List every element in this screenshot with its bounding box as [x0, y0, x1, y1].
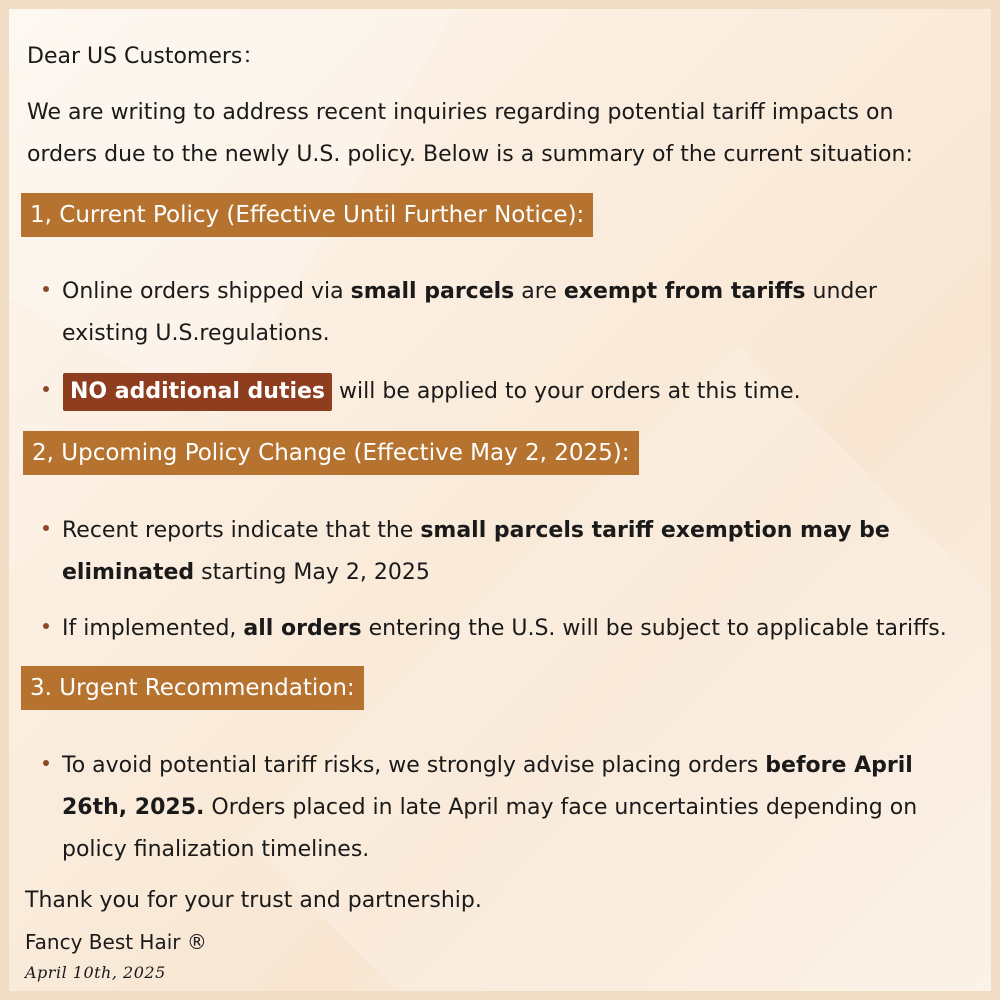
no-duties-highlight: NO additional duties [63, 373, 332, 411]
closing-line: Thank you for your trust and partnership. [25, 888, 482, 913]
bullet-dot [43, 623, 49, 629]
bullet-dot [43, 760, 49, 766]
section-1-bullet-1-line-2: existing U.S.regulations. [62, 321, 330, 346]
bullet-dot [43, 286, 49, 292]
signature: Fancy Best Hair ® [25, 930, 207, 954]
signature-date: April 10th, 2025 [25, 963, 166, 982]
section-1-bullet-2: NO additional duties will be applied to your orders at this time. [63, 371, 801, 413]
section-1-heading: 1, Current Policy (Effective Until Further Notice): [21, 193, 593, 237]
section-3-bullet-1-line-3: policy finalization timelines. [62, 837, 370, 862]
greeting: Dear US Customers： [27, 44, 265, 69]
section-3-bullet-1-line-2: 26th, 2025. Orders placed in late April may face uncertainties depending on [62, 795, 918, 820]
section-2-heading: 2, Upcoming Policy Change (Effective May 2, 2025): [23, 431, 639, 475]
bullet-dot [43, 525, 49, 531]
bullet-dot [43, 386, 49, 392]
intro-line-1: We are writing to address recent inquiries regarding potential tariff impacts on [27, 100, 894, 125]
intro-line-2: orders due to the newly U.S. policy. Below is a summary of the current situation: [27, 142, 913, 167]
section-3-bullet-1-line-1: To avoid potential tariff risks, we strongly advise placing orders before April [62, 753, 913, 778]
section-1-bullet-1-line-1: Online orders shipped via small parcels are exempt from tariffs under [62, 279, 877, 304]
section-3-heading: 3. Urgent Recommendation: [21, 666, 364, 710]
section-2-bullet-2: If implemented, all orders entering the U.S. will be subject to applicable tariffs. [62, 616, 947, 641]
section-2-bullet-1-line-2: eliminated starting May 2, 2025 [62, 560, 430, 585]
section-2-bullet-1-line-1: Recent reports indicate that the small parcels tariff exemption may be [62, 518, 890, 543]
